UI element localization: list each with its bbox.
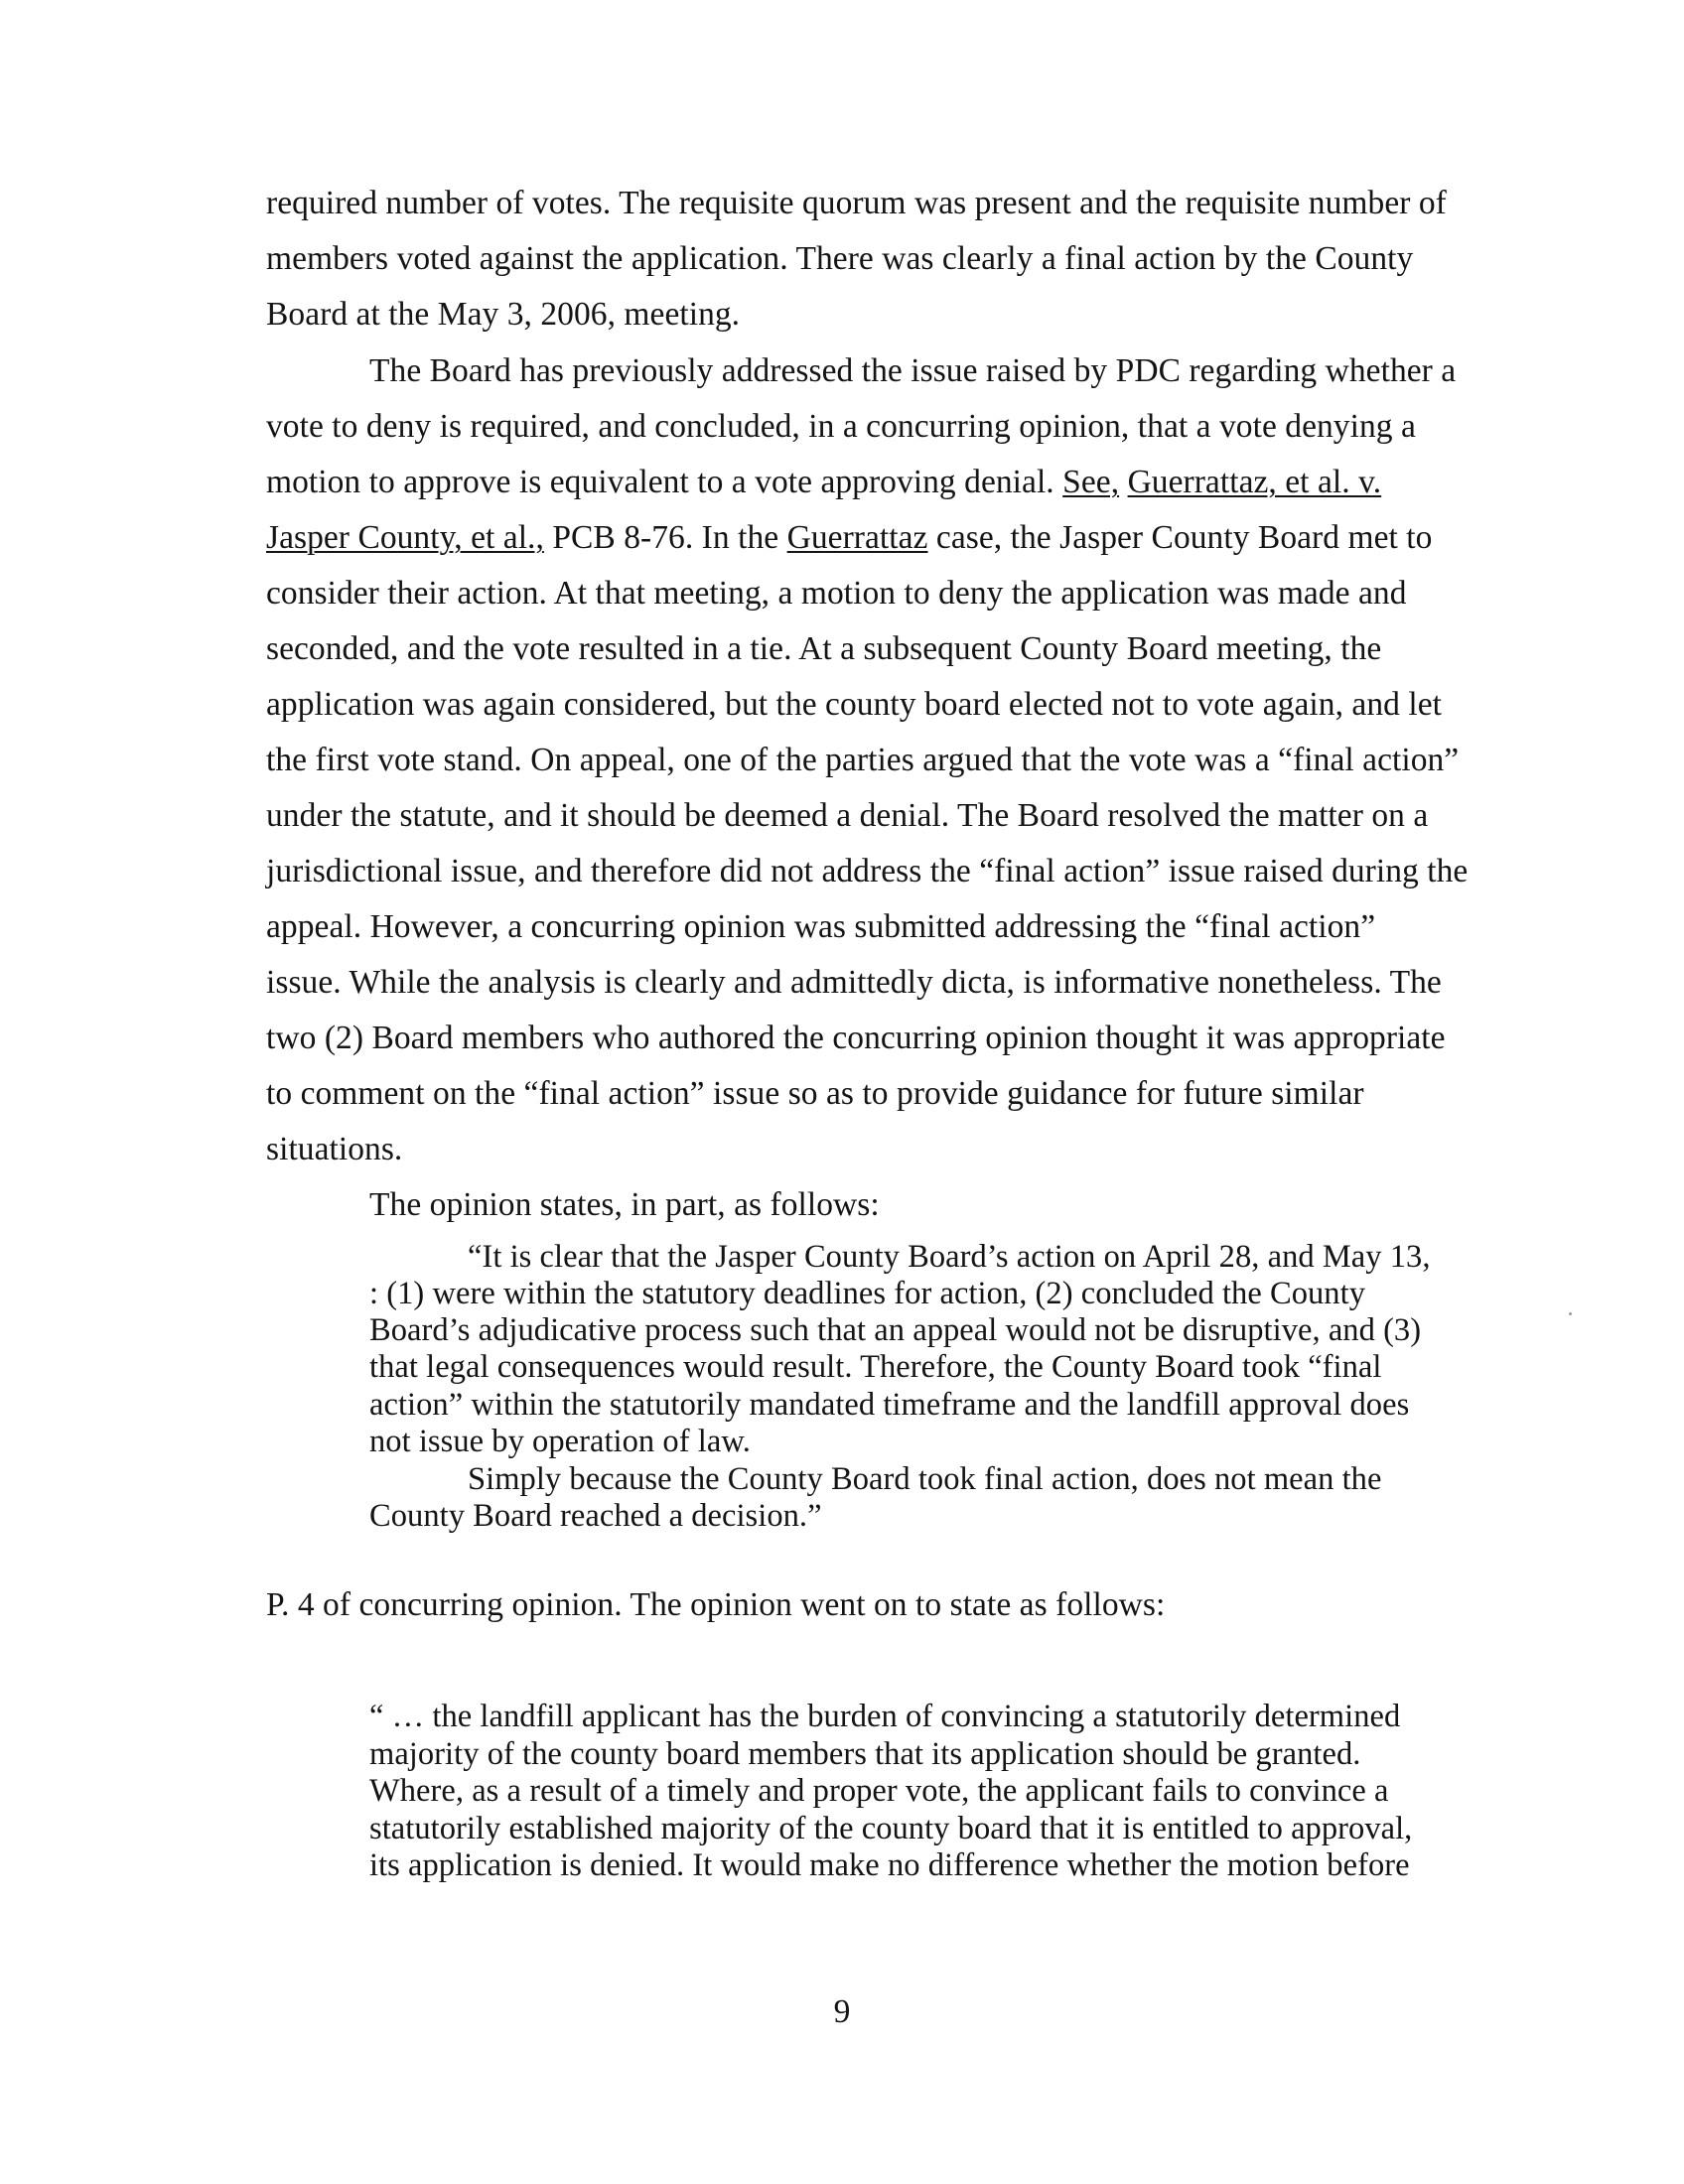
paragraph-2-line-4-mid: PCB 8-76. In the [543,519,787,556]
quote-2-line-5: its application is denied. It would make no difference whether the motion before [369,1847,1410,1883]
case-citation-guerrattaz: Guerrattaz, et al. v. [1127,464,1382,500]
quote-1-line-3: Board’s adjudicative process such that an appeal would not be disruptive, and (3) [369,1312,1422,1348]
quote-2-line-2: majority of the county board members that its application should be granted. [369,1736,1361,1772]
quote-1-line-6: not issue by operation of law. [369,1424,751,1459]
quote-2-line-4: statutorily established majority of the county board that it is entitled to approval, [369,1811,1413,1846]
quote-1-line-7: Simply because the County Board took final action, does not mean the [468,1461,1382,1497]
paragraph-2-line-8: the first vote stand. On appeal, one of the parties argued that the vote was a “final action” [266,742,1460,778]
paragraph-2-line-2: vote to deny is required, and concluded, in a concurring opinion, that a vote denying a [266,408,1416,445]
quote-1-line-4: that legal consequences would result. Therefore, the County Board took “final [369,1349,1382,1385]
quote-1-line-2: : (1) were within the statutory deadlines for action, (2) concluded the County [369,1276,1365,1311]
case-name-guerrattaz: Guerrattaz [786,519,928,556]
paragraph-2-line-4-post: case, the Jasper County Board met to [927,519,1433,556]
page-number: 9 [833,1993,851,2030]
paragraph-2-line-4 [266,521,1432,555]
paragraph-3-line-1: The opinion states, in part, as follows: [369,1186,880,1223]
paragraph-2-line-14: to comment on the “final action” issue so as to provide guidance for future similar [266,1075,1364,1112]
quote-2-line-1: “ … the landfill applicant has the burden of convincing a statutorily determined [369,1699,1401,1734]
paragraph-2-line-15: situations. [266,1131,403,1167]
paragraph-4-line-1: P. 4 of concurring opinion. The opinion went on to state as follows: [266,1586,1166,1623]
paragraph-1-line-3: Board at the May 3, 2006, meeting. [266,296,741,333]
quote-1-line-8: County Board reached a decision.” [369,1498,822,1534]
see-signal: See, [1062,464,1120,500]
paragraph-2-line-3 [266,466,1381,499]
paragraph-2-line-6: seconded, and the vote resulted in a tie. At a subsequent County Board meeting, the [266,630,1382,667]
paragraph-2-line-1: The Board has previously addressed the issue raised by PDC regarding whether a [369,352,1457,389]
quote-2-line-3: Where, as a result of a timely and proper vote, the applicant fails to convince a [369,1773,1389,1809]
quote-1-line-5: action” within the statutorily mandated timeframe and the landfill approval does [369,1387,1410,1423]
paragraph-2-line-5: consider their action. At that meeting, a motion to deny the application was made and [266,575,1407,612]
paragraph-1-line-2: members voted against the application. There was clearly a final action by the County [266,240,1414,277]
paragraph-2-line-7: application was again considered, but the county board elected not to vote again, and let [266,686,1442,723]
paragraph-2-line-12: issue. While the analysis is clearly and admittedly dicta, is informative nonetheless. The [266,964,1442,1001]
paragraph-2-line-11: appeal. However, a concurring opinion was submitted addressing the “final action” [266,908,1376,945]
scan-speck [1569,1312,1572,1315]
paragraph-2-line-9: under the statute, and it should be deemed a denial. The Board resolved the matter on a [266,797,1429,834]
paragraph-2-line-3-text: motion to approve is equivalent to a vote approving denial. [266,464,1063,500]
paragraph-2-line-10: jurisdictional issue, and therefore did not address the “final action” issue raised during the [266,853,1469,889]
quote-1-line-1: “It is clear that the Jasper County Board’s action on April 28, and May 13, [468,1239,1431,1275]
paragraph-1-line-1: required number of votes. The requisite quorum was present and the requisite number of [266,185,1447,221]
paragraph-2-line-13: two (2) Board members who authored the concurring opinion thought it was appropriate [266,1020,1446,1056]
case-citation-jasper-county: Jasper County, et al., [266,519,544,556]
